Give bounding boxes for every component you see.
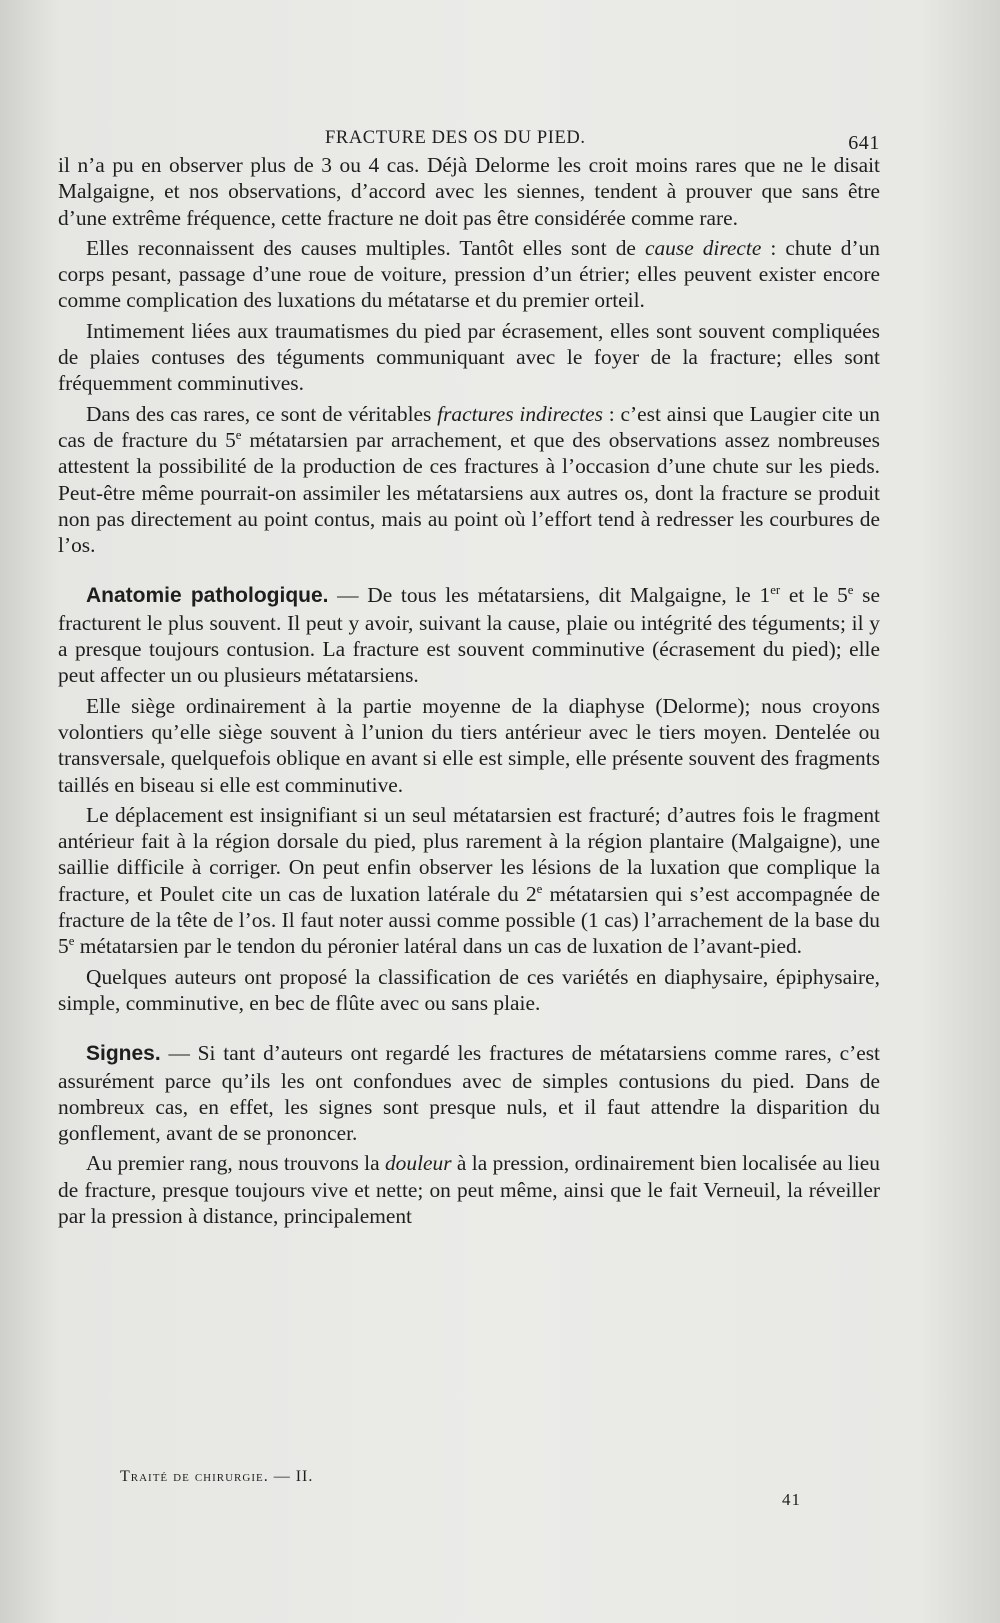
sheet-number: 41 xyxy=(782,1490,801,1509)
paragraph-text: à la pression, ordinairement bien localisée au lieu de fracture, presque toujours vive et nette; on peut même, ainsi que le fait Verneuil, la réveiller par la pression à distance, principalement xyxy=(58,1151,880,1228)
paragraph-text: Au premier rang, nous trouvons la xyxy=(86,1151,385,1176)
page-body xyxy=(58,152,880,1229)
footer-signature: Traité de chirurgie. — II. xyxy=(120,1468,314,1485)
paragraph-douleur xyxy=(58,1150,880,1229)
paragraph-text: métatarsien par le tendon du péronier latéral dans un cas de luxation de l’avant-pied. xyxy=(74,934,803,959)
paragraph-incidence-continued xyxy=(58,152,880,231)
paragraph-text: Elle siège ordinairement à la partie moyenne de la diaphyse (Delorme); nous croyons volontiers qu’elle siège souvent à l’union du tiers antérieur avec le tiers moyen. Dentelée ou transversale, quelquefois oblique en avant si elle est simple, elle présente souvent des fragments taillés en biseau si elle est comminutive. xyxy=(58,693,880,797)
emphasis-cause-directe: cause directe xyxy=(644,235,762,260)
paragraph-text: : chute d’un corps pesant, passage d’une roue de voiture, pression d’un étrier; elles peuvent exister encore comme complication des luxations du métatarse et du premier orteil. xyxy=(58,235,880,313)
superscript: e xyxy=(68,934,75,949)
paragraph-text: Elles reconnaissent des causes multiples. Tantôt elles sont de xyxy=(86,235,645,260)
paragraph-text: : c’est ainsi que Laugier cite un cas de fracture du 5 xyxy=(58,401,880,452)
page-number: 641 xyxy=(848,132,880,154)
paragraph-text: et le 5 xyxy=(780,583,848,608)
paragraph-text: Dans des cas rares, ce sont de véritables xyxy=(86,401,438,426)
paragraph-siege xyxy=(58,693,880,798)
paragraph-text: se fracturent le plus souvent. Il peut y avoir, suivant la cause, plaie ou intégrité des téguments; il y a presque toujours contusion. La fracture est souvent comminutive (écrasement du pied); elle peut affecter un ou plusieurs métatarsiens. xyxy=(58,583,880,688)
paragraph-deplacement xyxy=(58,802,880,960)
paragraph-text: il n’a pu en observer plus de 3 ou 4 cas. Déjà Delorme les croit moins rares que ne le disait Malgaigne, et nos observations, d’accord avec les siennes, tendent à prouver que sans être d’une extrême fréquence, cette fracture ne doit pas être considérée comme rare. xyxy=(58,153,880,230)
section-anatomie-pathologique xyxy=(58,582,880,688)
superscript: e xyxy=(536,881,543,896)
paragraph-text: Intimement liées aux traumatismes du pied par écrasement, elles sont souvent compliquées de plaies contuses des téguments communiquant avec le foyer de la fracture; elles sont fréquemment comminutives. xyxy=(58,318,880,396)
paragraph-indirect-fractures xyxy=(58,401,880,559)
paragraph-classification xyxy=(58,964,880,1017)
section-signes xyxy=(58,1040,880,1146)
superscript: e xyxy=(847,583,854,598)
paragraph-text: Le déplacement est insignifiant si un seul métatarsien est fracturé; d’autres fois le fragment antérieur fait à la région dorsale du pied, plus rarement à la région plantaire (Malgaigne), une saillie difficile à corriger. On peut enfin observer les lésions de la luxation que complique la fracture, et Poulet cite un cas de luxation latérale du 2 xyxy=(58,802,880,906)
paragraph-text: Quelques auteurs ont proposé la classification de ces variétés en diaphysaire, épiphysaire, simple, comminutive, en bec de flûte avec ou sans plaie. xyxy=(58,964,880,1015)
paragraph-text: — Si tant d’auteurs ont regardé les fractures de métatarsiens comme rares, c’est assurément parce qu’ils les ont confondues avec de simples contusions du pied. Dans de nombreux cas, en effet, les signes sont presque nuls, et il faut attendre la disparition du gonflement, avant de se prononcer. xyxy=(58,1041,880,1146)
paragraph-causes xyxy=(58,235,880,314)
running-title: FRACTURE DES OS DU PIED. xyxy=(325,128,586,148)
section-heading-signes: Signes. xyxy=(86,1042,161,1066)
paragraph-traumatisms xyxy=(58,318,880,397)
paragraph-text: métatarsien qui s’est accompagnée de fracture de la tête de l’os. Il faut noter aussi comme possible (1 cas) l’arrachement de la base du 5 xyxy=(58,881,880,959)
emphasis-douleur: douleur xyxy=(384,1151,452,1176)
section-heading-anatomie: Anatomie pathologique. xyxy=(86,584,329,608)
superscript: er xyxy=(770,583,781,598)
emphasis-fractures-indirectes: fractures indirectes xyxy=(437,401,603,426)
paragraph-text: — De tous les métatarsiens, dit Malgaigne, le 1 xyxy=(328,583,771,608)
superscript: e xyxy=(235,427,242,442)
paragraph-text: métatarsien par arrachement, et que des observations assez nombreuses attestent la possibilité de la production de ces fractures à l’occasion d’une chute sur les pieds. Peut-être même pourrait-on assimiler les métatarsiens aux autres os, dont la fracture se produit non pas directement au point contus, mais au point où l’effort tend à redresser les courbures de l’os. xyxy=(58,427,880,558)
